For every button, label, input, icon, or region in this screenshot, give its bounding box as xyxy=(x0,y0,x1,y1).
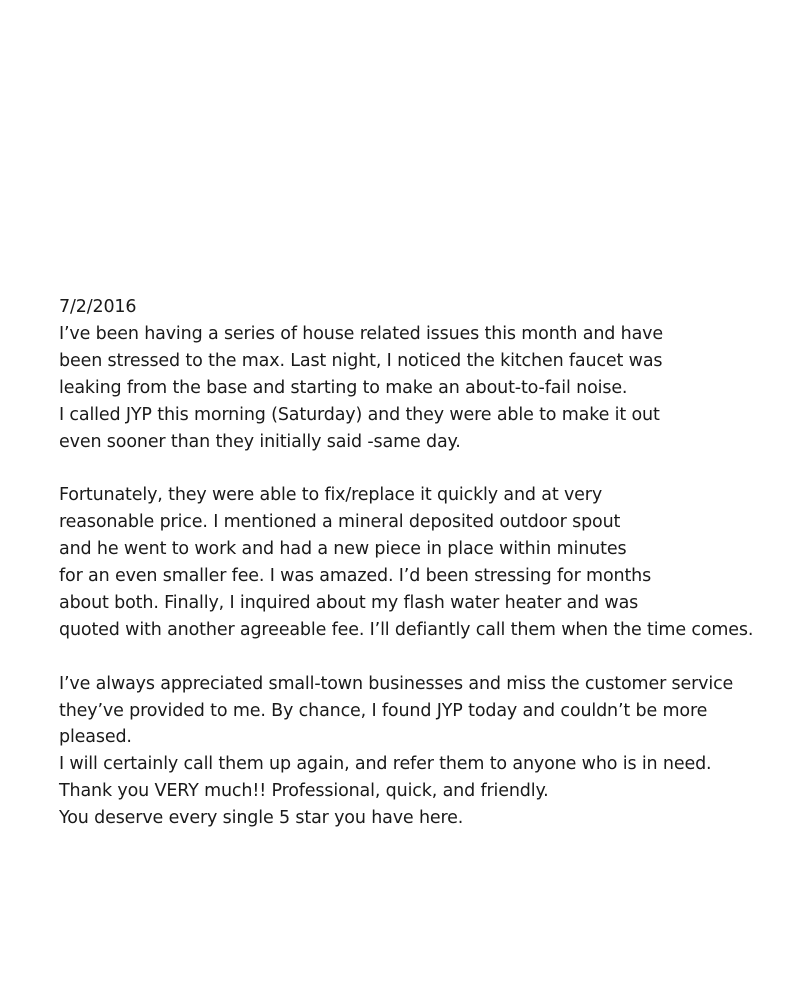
review-line: and he went to work and had a new piece in place within minutes xyxy=(59,539,627,560)
review-line: been stressed to the max. Last night, I noticed the kitchen faucet was xyxy=(59,350,663,371)
review-line: reasonable price. I mentioned a mineral deposited outdoor spout xyxy=(59,512,621,533)
paragraph-spacer xyxy=(59,644,794,671)
review-line: I will certainly call them up again, and refer them to anyone who is in need. xyxy=(59,754,712,775)
review-paragraph-3 xyxy=(59,671,794,832)
review-line: I’ve been having a series of house related issues this month and have xyxy=(59,323,663,344)
review-line: they’ve provided to me. By chance, I found JYP today and couldn’t be more xyxy=(59,700,708,721)
review-line: quoted with another agreeable fee. I’ll defiantly call them when the time comes. xyxy=(59,619,754,640)
review-line: pleased. xyxy=(59,727,132,748)
review-line: about both. Finally, I inquired about my flash water heater and was xyxy=(59,592,639,613)
review-line: Thank you VERY much!! Professional, quick, and friendly. xyxy=(59,781,549,802)
review-line: for an even smaller fee. I was amazed. I’d been stressing for months xyxy=(59,566,652,587)
paragraph-spacer xyxy=(59,455,794,482)
review-line: You deserve every single 5 star you have here. xyxy=(59,808,464,829)
review-line: I called JYP this morning (Saturday) and they were able to make it out xyxy=(59,404,660,425)
review-line: Fortunately, they were able to fix/replace it quickly and at very xyxy=(59,485,603,506)
review-text-block xyxy=(59,294,794,832)
review-line: leaking from the base and starting to make an about-to-fail noise. xyxy=(59,377,628,398)
review-paragraph-1 xyxy=(59,321,794,456)
review-date: 7/2/2016 xyxy=(59,297,137,317)
review-line: I’ve always appreciated small-town businesses and miss the customer service xyxy=(59,673,734,694)
review-line: even sooner than they initially said -same day. xyxy=(59,431,461,452)
review-paragraph-2 xyxy=(59,482,794,643)
